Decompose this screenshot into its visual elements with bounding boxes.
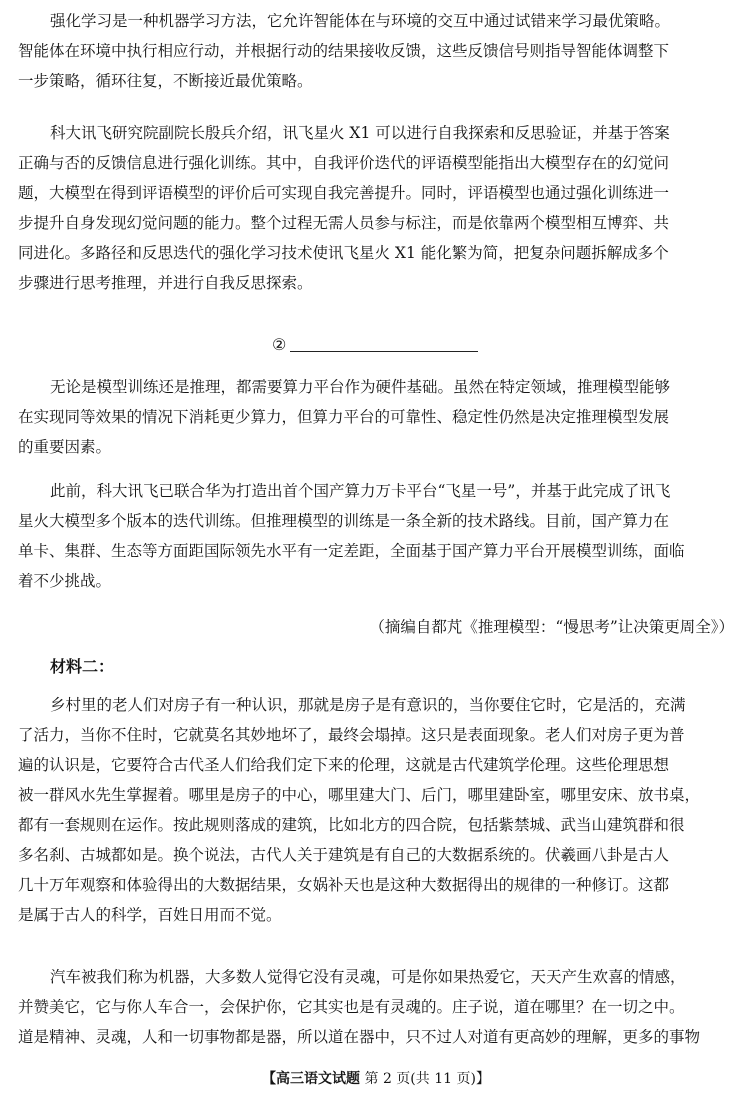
fill-in-blank-2: [272, 330, 478, 356]
source-citation: （摘编自都芃《推理模型：“慢思考”让决策更周全》）: [369, 618, 734, 636]
footer-title: 【高三语文试题: [262, 1071, 361, 1087]
text-line: 并赞美它，它与你人车合一，会保护你，它其实也是有灵魂的。庄子说，道在哪里？在一切之中。: [18, 998, 685, 1016]
text-line: 步提升自身发现幻觉问题的能力。整个过程无需人员参与标注，而是依靠两个模型相互博弈、共: [18, 214, 670, 232]
text-line: 是属于古人的科学，百姓日用而不觉。: [18, 906, 282, 924]
text-line: 同进化。多路径和反思迭代的强化学习技术使讯飞星火 X1 能化繁为简，把复杂问题拆解成多个: [18, 244, 669, 262]
text-line: 题，大模型在得到评语模型的评价后可实现自我完善提升。同时，评语模型也通过强化训练进一: [18, 184, 670, 202]
text-line: 星火大模型多个版本的迭代训练。但推理模型的训练是一条全新的技术路线。目前，国产算力在: [18, 512, 670, 530]
text-line: 此前，科大讯飞已联合华为打造出首个国产算力万卡平台“飞星一号”，并基于此完成了讯飞: [50, 482, 671, 500]
text-line: 道是精神、灵魂，人和一切事物都是器，所以道在器中，只不过人对道有更高妙的理解，更多的事物: [18, 1028, 701, 1046]
text-line: 汽车被我们称为机器，大多数人觉得它没有灵魂，可是你如果热爱它，天天产生欢喜的情感，: [50, 968, 686, 986]
text-line: 都有一套规则在运作。按此规则落成的建筑，比如北方的四合院，包括紫禁城、武当山建筑群和很: [18, 816, 685, 834]
paragraph-xunfei-x1: [18, 118, 736, 298]
text-line: 几十万年观察和体验得出的大数据结果，女娲补天也是这种大数据得出的规律的一种修订。这都: [18, 876, 670, 894]
text-line: 在实现同等效果的情况下消耗更少算力，但算力平台的可靠性、稳定性仍然是决定推理模型发展: [18, 408, 670, 426]
text-line: 着不少挑战。: [18, 572, 112, 590]
section-heading-material-2: 材料二：: [50, 657, 115, 676]
text-line: 正确与否的反馈信息进行强化训练。其中，自我评价迭代的评语模型能指出大模型存在的幻觉问: [18, 154, 670, 172]
text-line: 遍的认识是，它要符合古代圣人们给我们定下来的伦理，这就是古代建筑学伦理。这些伦理思想: [18, 756, 670, 774]
text-line: 的重要因素。: [18, 438, 112, 456]
text-line: 步骤进行思考推理，并进行自我反思探索。: [18, 274, 313, 292]
text-line: 乡村里的老人们对房子有一种认识，那就是房子是有意识的，当你要住它时，它是活的，充满: [50, 696, 686, 714]
text-line: 科大讯飞研究院副院长殷兵介绍，讯飞星火 X1 可以进行自我探索和反思验证，并基于答案: [50, 124, 670, 142]
paragraph-compute-platform: [18, 372, 736, 462]
text-line: 被一群风水先生掌握着。哪里是房子的中心，哪里建大门、后门，哪里建卧室，哪里安床、放书桌，: [18, 786, 701, 804]
text-line: 无论是模型训练还是推理，都需要算力平台作为硬件基础。虽然在特定领域，推理模型能够: [50, 378, 671, 396]
text-line: 多名刹、古城都如是。换个说法，古代人关于建筑是有自己的大数据系统的。伏羲画八卦是古人: [18, 846, 670, 864]
blank-underline: [290, 351, 478, 352]
paragraph-car-soul: [18, 962, 736, 1052]
text-line: 强化学习是一种机器学习方法，它允许智能体在与环境的交互中通过试错来学习最优策略。: [50, 12, 671, 30]
text-line: 智能体在环境中执行相应行动，并根据行动的结果接收反馈，这些反馈信号则指导智能体调整下: [18, 42, 670, 60]
blank-number: ②: [272, 335, 287, 354]
text-line: 了活力，当你不住时，它就莫名其妙地坏了，最终会塌掉。这只是表面现象。老人们对房子更为普: [18, 726, 685, 744]
text-line: 单卡、集群、生态等方面距国际领先水平有一定差距，全面基于国产算力平台开展模型训练，面临: [18, 542, 685, 560]
footer-page-number: 第 2 页(共 11 页)】: [364, 1071, 490, 1087]
paragraph-feixing-platform: [18, 476, 736, 596]
page-footer: [0, 1068, 752, 1090]
paragraph-reinforcement-learning: [18, 6, 736, 96]
text-line: 一步策略，循环往复，不断接近最优策略。: [18, 72, 313, 90]
paragraph-village-houses: [18, 690, 736, 930]
